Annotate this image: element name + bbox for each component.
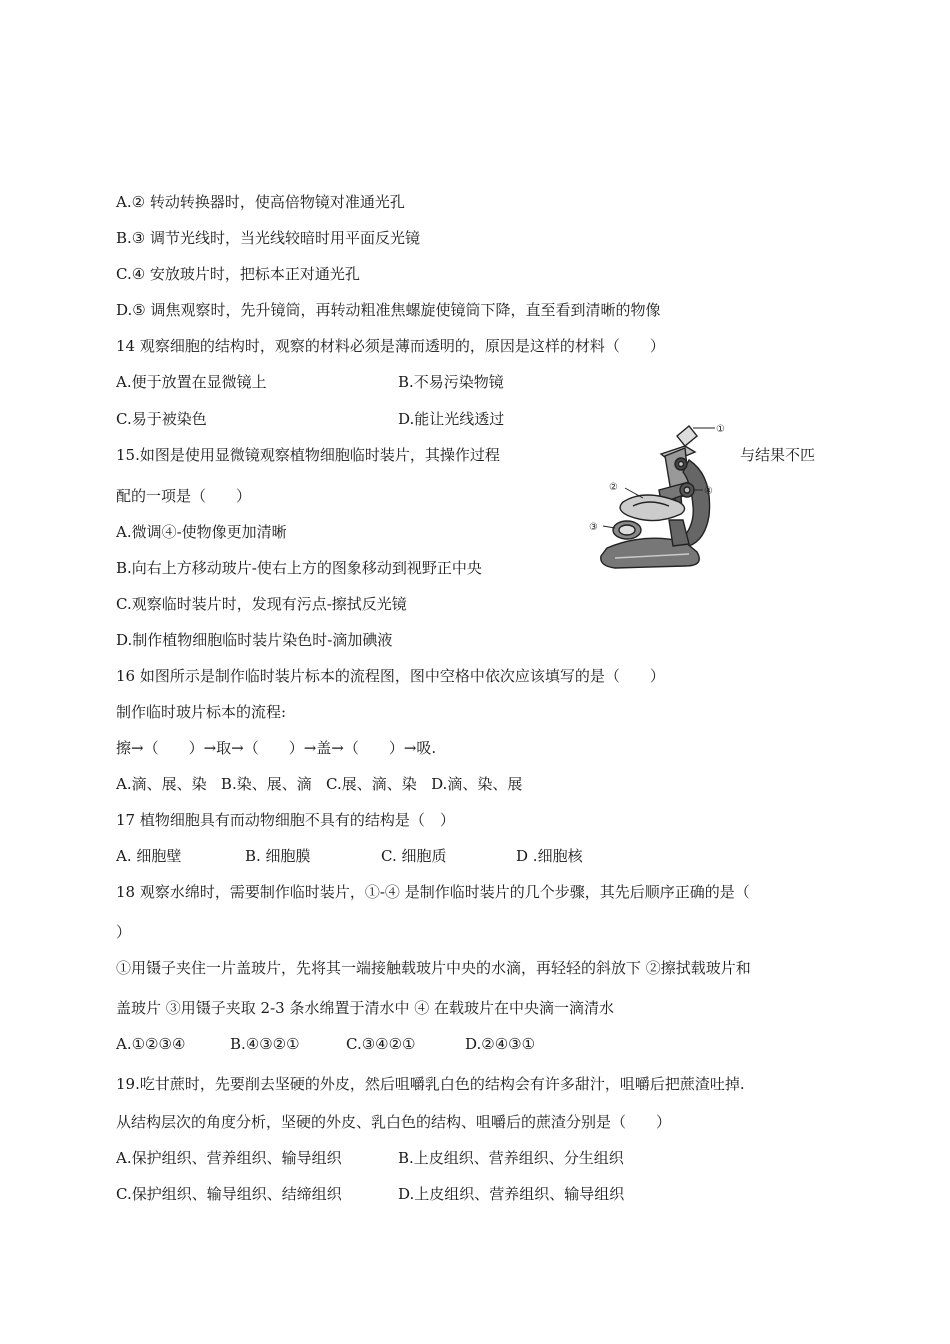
microscope-illustration — [585, 416, 735, 576]
q18-option-b: B.④③②① — [230, 1035, 300, 1053]
q15-option-a: A.微调④-使物像更加清晰 — [116, 523, 287, 541]
q18-stem-cont: ） — [116, 923, 132, 941]
figure-label-4: ④ — [704, 486, 713, 497]
q14-option-c: C.易于被染色 — [116, 410, 207, 428]
q16-option-c: C.展、滴、染 — [326, 775, 417, 793]
q17-option-d: D .细胞核 — [516, 847, 583, 865]
q19-option-a: A.保护组织、营养组织、输导组织 — [116, 1149, 342, 1167]
q19-option-d: D.上皮组织、营养组织、输导组织 — [398, 1185, 625, 1203]
q16-option-a: A.滴、展、染 — [116, 775, 207, 793]
q15-option-b: B.向右上方移动玻片-使右上方的图象移动到视野正中央 — [116, 559, 482, 577]
q14-option-a: A.便于放置在显微镜上 — [116, 373, 267, 391]
q16-options — [116, 774, 522, 794]
q17-option-c: C. 细胞质 — [381, 847, 447, 865]
q16-option-d: D.滴、染、展 — [431, 775, 523, 793]
q19-stem-line1: 19.吃甘蔗时，先要削去坚硬的外皮，然后咀嚼乳白色的结构会有许多甜汁，咀嚼后把蔗渣吐掉. — [116, 1075, 745, 1093]
q19-option-b: B.上皮组织、营养组织、分生组织 — [398, 1149, 624, 1167]
q15-stem-part3: 配的一项是（ ） — [116, 487, 252, 505]
q15-option-c: C.观察临时装片时，发现有污点-擦拭反光镜 — [116, 595, 407, 613]
q13-option-d: D.⑤ 调焦观察时，先升镜筒，再转动粗准焦螺旋使镜筒下降，直至看到清晰的物像 — [116, 301, 661, 319]
q14-option-b: B.不易污染物镜 — [398, 373, 504, 391]
q16-stem: 16 如图所示是制作临时装片标本的流程图，图中空格中依次应该填写的是（ ） — [116, 667, 665, 685]
q18-steps-line2: 盖玻片 ③用镊子夹取 2-3 条水绵置于清水中 ④ 在载玻片在中央滴一滴清水 — [116, 999, 614, 1017]
q17-option-b: B. 细胞膜 — [245, 847, 311, 865]
q14-option-d: D.能让光线透过 — [398, 410, 505, 428]
q16-option-b: B.染、展、滴 — [220, 775, 312, 793]
q15-stem-part1: 15.如图是使用显微镜观察植物细胞临时装片，其操作过程 — [116, 446, 500, 464]
q18-option-d: D.②④③① — [465, 1035, 536, 1053]
q14-stem: 14 观察细胞的结构时，观察的材料必须是薄而透明的，原因是这样的材料（ ） — [116, 337, 665, 355]
q17-option-a: A. 细胞壁 — [116, 847, 182, 865]
q15-stem-part2: 与结果不匹 — [740, 446, 816, 464]
q18-stem: 18 观察水绵时，需要制作临时装片，①-④ 是制作临时装片的几个步骤，其先后顺序正确的是（ — [116, 883, 750, 901]
q18-steps-line1: ①用镊子夹住一片盖玻片，先将其一端接触载玻片中央的水滴，再轻轻的斜放下 ②擦拭载玻片和 — [116, 959, 751, 977]
q19-option-c: C.保护组织、输导组织、结缔组织 — [116, 1185, 342, 1203]
q13-option-b: B.③ 调节光线时，当光线较暗时用平面反光镜 — [116, 229, 421, 247]
figure-label-3: ③ — [589, 522, 598, 533]
figure-label-2: ② — [609, 482, 618, 493]
q19-stem-line2: 从结构层次的角度分析，坚硬的外皮、乳白色的结构、咀嚼后的蔗渣分别是（ ） — [116, 1113, 672, 1131]
q16-flow: 擦→（ ）→取→（ ）→盖→（ ）→吸. — [116, 739, 437, 757]
figure-label-1: ① — [716, 424, 725, 435]
q18-option-a: A.①②③④ — [116, 1035, 186, 1053]
q15-option-d: D.制作植物细胞临时装片染色时-滴加碘液 — [116, 631, 393, 649]
q17-stem: 17 植物细胞具有而动物细胞不具有的结构是（ ） — [116, 811, 455, 829]
microscope-figure — [585, 416, 735, 576]
q16-line2: 制作临时玻片标本的流程: — [116, 703, 287, 721]
q18-option-c: C.③④②① — [346, 1035, 416, 1053]
q13-option-c: C.④ 安放玻片时，把标本正对通光孔 — [116, 265, 360, 283]
q13-option-a: A.② 转动转换器时，使高倍物镜对准通光孔 — [116, 193, 405, 211]
